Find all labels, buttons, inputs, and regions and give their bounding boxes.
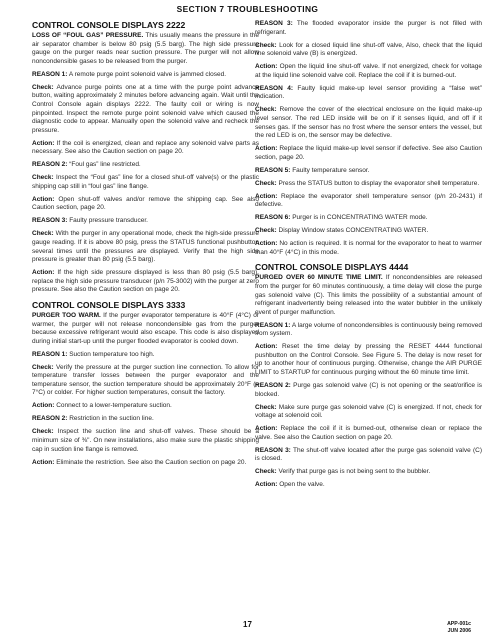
paragraph-text: Make sure purge gas solenoid valve (C) is energized. If not, check for voltage at solenoid coil. [255, 403, 482, 420]
body-paragraph [255, 240, 482, 257]
body-paragraph [255, 468, 482, 477]
body-paragraph [255, 85, 482, 102]
body-paragraph [255, 447, 482, 464]
paragraph-text: Display Window states CONCENTRATING WATER. [276, 227, 429, 235]
body-paragraph [255, 274, 482, 317]
paragraph-text: Remove the cover of the electrical enclosure on the liquid make-up level sensor. The red LED inside will be on if it senses liquid, and off if it senses gas. If the sensor has no frost where the sensor enters the vessel, but the red LED is on, the sensor may be defective. [255, 106, 482, 140]
body-paragraph [255, 481, 482, 490]
body-paragraph [255, 106, 482, 140]
body-paragraph [255, 214, 482, 223]
paragraph-text: Open shut-off valves and/or remove the shipping cap. See also Caution section, page 20. [32, 195, 259, 212]
body-paragraph [32, 161, 259, 170]
paragraph-text: Purger is in CONCENTRATING WATER mode. [290, 214, 428, 222]
paragraph-text: The flooded evaporator inside the purger is not filled with refrigerant. [255, 20, 482, 36]
paragraph-text: If noncondensibles are released from the purger for 60 minutes continuously, a time delay will close the purge gas solenoid valve (C). This limits the possibility of a substantial amount of refrigerant inadvertently being released into the water bubbler in the unlikely event of purger malfunction. [255, 274, 483, 316]
paragraph-label: Check: [32, 174, 54, 182]
paragraph-text: Open the liquid line shut-off valve. If not energized, check for voltage at the liquid line solenoid valve coil. Replace the coil if it is burned-out. [255, 63, 482, 79]
paragraph-label: REASON 3: [255, 446, 291, 454]
paragraph-label: PURGED OVER 60 MINUTE TIME LIMIT. [255, 274, 383, 282]
document-code [447, 621, 471, 634]
paragraph-label: REASON 4: [255, 84, 294, 92]
paragraph-text: Open the valve. [277, 481, 325, 489]
paragraph-text: Reset the time delay by pressing the RESET 4444 functional pushbutton on the Control Console. See Figure 5. The delay is now reset for up to another hour of continuous purging. Otherwise, change the AIR PURGE LIMIT to STARTUP for continuous purging without the 60 minute time limit. [255, 343, 482, 377]
page-number: 17 [243, 620, 252, 629]
body-paragraph [32, 459, 259, 468]
paragraph-label: REASON 3: [32, 217, 68, 225]
paragraph-label: Check: [32, 363, 54, 371]
paragraph-text: Inspect the “Foul gas” line for a closed shut-off valve(s) or the plastic shipping cap still in “foul gas” line flange. [32, 174, 259, 190]
paragraph-label: Check: [32, 230, 54, 238]
paragraph-text: Faulty liquid make-up level sensor providing a “false wet” indication. [255, 84, 482, 101]
body-paragraph [32, 312, 259, 346]
paragraph-label: REASON 3: [255, 20, 293, 27]
paragraph-text: If the high side pressure displayed is less than 80 psig (5.5 barg), replace the high side pressure transducer (p/n 75-3002) with the purger at zero pressure. See also the Caution section on page 20. [32, 269, 259, 294]
paragraph-text: Suction temperature too high. [67, 350, 155, 358]
body-paragraph [255, 382, 482, 399]
paragraph-text: With the purger in any operational mode, check the high-side pressure gauge reading. If it is above 80 psig, press the STATUS functional pushbutton several times until the pressures are displayed. Verify that the high side pressure is greater than 80 psig (5.5 barg). [32, 230, 259, 264]
paragraph-label: Action: [32, 269, 55, 277]
paragraph-label: REASON 1: [32, 70, 68, 78]
body-paragraph [32, 174, 259, 191]
paragraph-text: Inspect the suction line and shut-off valves. These should be a minimum size of ⅜". On new installations, also make sure the plastic shipping cap in suction line flange is removed. [32, 428, 259, 453]
body-paragraph [255, 180, 482, 189]
paragraph-label: Action: [255, 425, 278, 433]
body-paragraph [32, 351, 259, 360]
paragraph-text: Restriction in the suction line. [67, 415, 154, 423]
body-paragraph [32, 415, 259, 424]
paragraph-text: Purge gas solenoid valve (C) is not opening or the seat/orifice is blocked. [255, 382, 482, 398]
section-heading: CONTROL CONSOLE DISPLAYS 2222 [32, 20, 186, 30]
section-header: SECTION 7 TROUBLESHOOTING [176, 4, 319, 14]
left-column [32, 20, 259, 472]
paragraph-text: No action is required. It is normal for the evaporator to heat to warmer than 40°F (4°C) in this mode. [255, 240, 482, 256]
paragraph-label: Check: [32, 428, 54, 436]
paragraph-text: Replace the liquid make-up level sensor if defective. See also Caution section, page 20. [255, 145, 482, 161]
paragraph-text: Connect to a lower-temperature suction. [54, 402, 172, 410]
paragraph-label: Check: [255, 468, 277, 476]
paragraph-label: Action: [255, 63, 278, 71]
paragraph-text: Advance purge points one at a time with the purge point advance button, waiting approximately 2 minutes before advancing again. Wait until the Control Console again displays 2222. The faulty coil or wiring is now pinpointed. Inspect the remote purge point solenoid valve which caused the diagnostic code to appear. Manually open the solenoid valve and recheck the pressure. [32, 83, 259, 134]
paragraph-text: Press the STATUS button to display the evaporator shell temperature. [276, 179, 480, 187]
paragraph-label: Action: [32, 139, 55, 147]
body-paragraph [32, 196, 259, 213]
paragraph-text: Replace the evaporator shell temperature sensor (p/n 20-2431) if defective. [255, 192, 482, 209]
paragraph-text: If the purger evaporator temperature is 40°F (4°C) or warmer, the purger will not release noncondensible gas from the purger because excessive refrigerant would also escape. This code is also displayed during initial start-up until the purger flooded evaporator is cooled down. [32, 311, 259, 345]
body-paragraph [32, 230, 259, 264]
paragraph-text: This usually means the pressure in the air separator chamber is below 80 psig (5.5 barg). The high side pressure gauge on the purger reads near suction pressure. The purger will not allow noncondensible gases to be released from the purger. [32, 32, 260, 65]
paragraph-text: Faulty pressure transducer. [67, 217, 148, 225]
paragraph-label: REASON 2: [32, 415, 68, 423]
paragraph-text: Faulty temperature sensor. [290, 166, 370, 174]
body-paragraph [32, 269, 259, 295]
paragraph-text: Verify that purge gas is not being sent to the bubbler. [276, 468, 431, 476]
body-paragraph [32, 364, 259, 398]
paragraph-text: “Foul gas” line restricted. [67, 161, 141, 169]
paragraph-text: Look for a closed liquid line shut-off valve, Also, check that the liquid line solenoid valve (B) is energized. [255, 41, 482, 58]
body-paragraph [255, 20, 482, 37]
paragraph-label: Check: [32, 83, 54, 91]
paragraph-label: Check: [255, 227, 277, 235]
body-paragraph [255, 145, 482, 162]
body-paragraph [255, 343, 482, 377]
body-paragraph [255, 167, 482, 176]
body-paragraph [32, 217, 259, 226]
paragraph-label: Check: [255, 41, 277, 49]
body-paragraph [32, 428, 259, 454]
paragraph-label: REASON 2: [255, 382, 291, 390]
paragraph-text: The shut-off valve located after the purge gas solenoid valve (C) is closed. [255, 446, 482, 463]
paragraph-label: Action: [255, 192, 278, 200]
body-paragraph [32, 84, 259, 136]
right-column [255, 20, 482, 494]
body-paragraph [32, 32, 259, 66]
paragraph-text: A large volume of noncondensibles is continuously being removed from system. [255, 321, 482, 338]
paragraph-label: Check: [255, 403, 277, 411]
paragraph-text: Verify the pressure at the purger suction line connection. To allow for temperature transfer losses between the purger evaporator and the temperature sensor, the suction temperature should be approximately 20°F (–7°C) or colder. For higher suction temperatures, consult the factory. [32, 363, 259, 397]
paragraph-label: PURGER TOO WARM. [32, 311, 101, 319]
paragraph-text: A remote purge point solenoid valve is jammed closed. [67, 70, 227, 78]
paragraph-text: Eliminate the restriction. See also the Caution section on page 20. [54, 458, 247, 466]
document-code-line: APP-001c [447, 621, 471, 628]
paragraph-label: Action: [32, 195, 55, 203]
paragraph-label: REASON 1: [255, 321, 291, 329]
body-paragraph [255, 425, 482, 442]
body-paragraph [32, 402, 259, 411]
paragraph-label: Action: [32, 402, 55, 410]
paragraph-label: REASON 6: [255, 214, 291, 222]
paragraph-label: Check: [255, 106, 277, 114]
body-paragraph [255, 42, 482, 59]
paragraph-label: REASON 5: [255, 166, 291, 174]
paragraph-label: Action: [255, 145, 278, 153]
paragraph-label: Check: [255, 179, 277, 187]
paragraph-text: Replace the coil if it is burned-out, otherwise clean or replace the valve. See also the Caution section on page 20. [255, 425, 482, 441]
body-paragraph [255, 404, 482, 421]
paragraph-text: If the coil is energized, clean and replace any solenoid valve parts as necessary. See also the Caution section on page 20. [32, 139, 259, 156]
paragraph-label: Action: [255, 240, 278, 248]
body-paragraph [32, 140, 259, 157]
paragraph-label: REASON 2: [32, 161, 68, 169]
section-heading: CONTROL CONSOLE DISPLAYS 3333 [32, 299, 186, 310]
section-heading: CONTROL CONSOLE DISPLAYS 4444 [255, 262, 409, 273]
body-paragraph [32, 71, 259, 80]
paragraph-label: LOSS OF “FOUL GAS” PRESSURE. [32, 32, 144, 39]
body-paragraph [255, 227, 482, 236]
document-date-line: JUN 2006 [447, 627, 471, 634]
body-paragraph [255, 322, 482, 339]
paragraph-label: REASON 1: [32, 350, 68, 358]
paragraph-label: Action: [255, 481, 278, 489]
paragraph-label: Action: [255, 343, 278, 351]
body-paragraph [255, 193, 482, 210]
paragraph-label: Action: [32, 458, 55, 466]
body-paragraph [255, 63, 482, 80]
